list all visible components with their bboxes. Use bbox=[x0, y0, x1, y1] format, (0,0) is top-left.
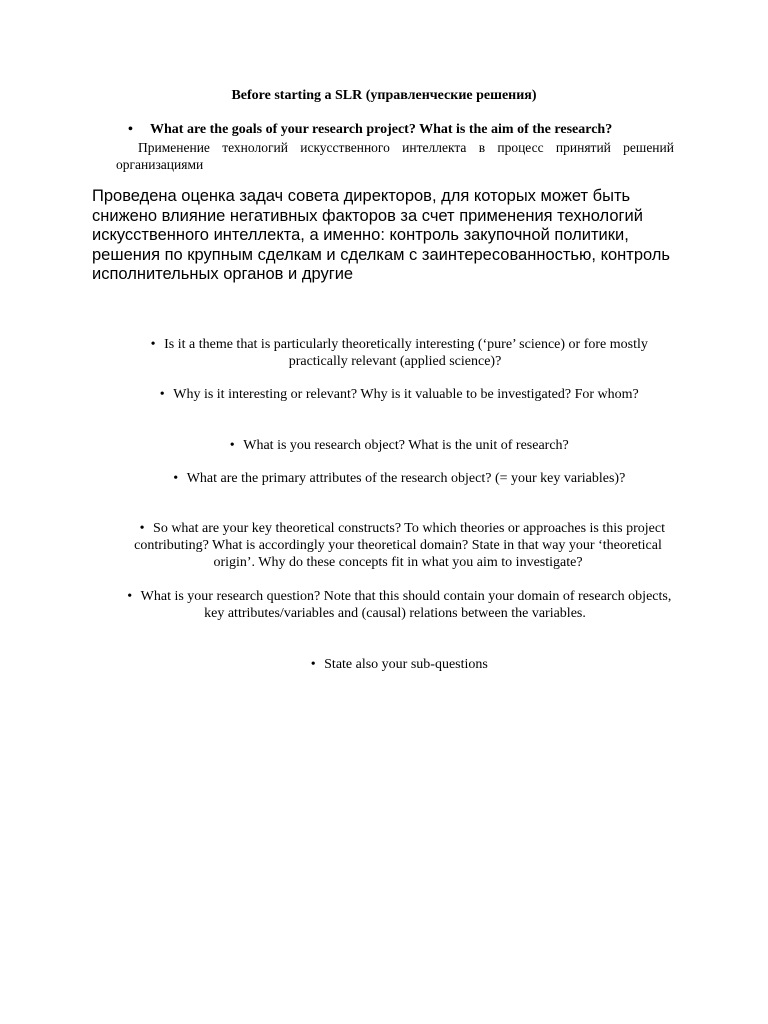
bullet-glyph: • bbox=[173, 471, 179, 486]
list-item bbox=[112, 588, 678, 622]
list-item-text: What is you research object? What is the unit of research? bbox=[243, 438, 569, 453]
list-item-text: What is your research question? Note that this should contain your domain of research objects, key attributes/variables and (causal) relations between the variables. bbox=[140, 589, 672, 621]
list-item bbox=[112, 336, 678, 370]
bullet-glyph: • bbox=[310, 657, 316, 672]
list-item bbox=[100, 437, 690, 454]
list-item bbox=[118, 520, 678, 571]
bullet-glyph: • bbox=[128, 122, 133, 137]
list-item bbox=[100, 656, 690, 673]
list-item-text: What are the primary attributes of the research object? (= your key variables)? bbox=[186, 471, 626, 486]
list-item bbox=[100, 386, 690, 403]
document-title: Before starting a SLR (управленческие решения) bbox=[231, 88, 537, 103]
bullet-glyph: • bbox=[127, 589, 133, 604]
goals-answer: Применение технологий искусственного интеллекта в процесс принятий решений организациями bbox=[116, 140, 674, 172]
list-item-text: Why is it interesting or relevant? Why is it valuable to be investigated? For whom? bbox=[173, 387, 639, 402]
bullet-glyph: • bbox=[229, 438, 235, 453]
russian-paragraph: Проведена оценка задач совета директоров, для которых может быть снижено влияние негативных факторов за счет применения технологий искусственного интеллекта, а именно: контроль закупочной политики, решения по крупным сделкам и сделкам с заинтересованностью, контроль исполнительных органов и другие bbox=[92, 187, 671, 284]
list-item-text: Is it a theme that is particularly theoretically interesting (‘pure’ science) or fore mostly practically relevant (applied science)? bbox=[164, 337, 648, 369]
goals-question-text: What are the goals of your research project? What is the aim of the research? bbox=[150, 122, 613, 137]
bullet-glyph: • bbox=[159, 387, 165, 402]
goals-question bbox=[128, 121, 612, 138]
list-item-text: So what are your key theoretical constructs? To which theories or approaches is this project contributing? What is accordingly your theoretical domain? State in that way your ‘theoretical origin’. Why do these concepts fit in what you aim to investigate? bbox=[134, 521, 665, 570]
list-item-text: State also your sub-questions bbox=[324, 657, 488, 672]
bullet-glyph: • bbox=[139, 521, 145, 536]
list-item bbox=[100, 470, 690, 487]
bullet-glyph: • bbox=[150, 337, 156, 352]
